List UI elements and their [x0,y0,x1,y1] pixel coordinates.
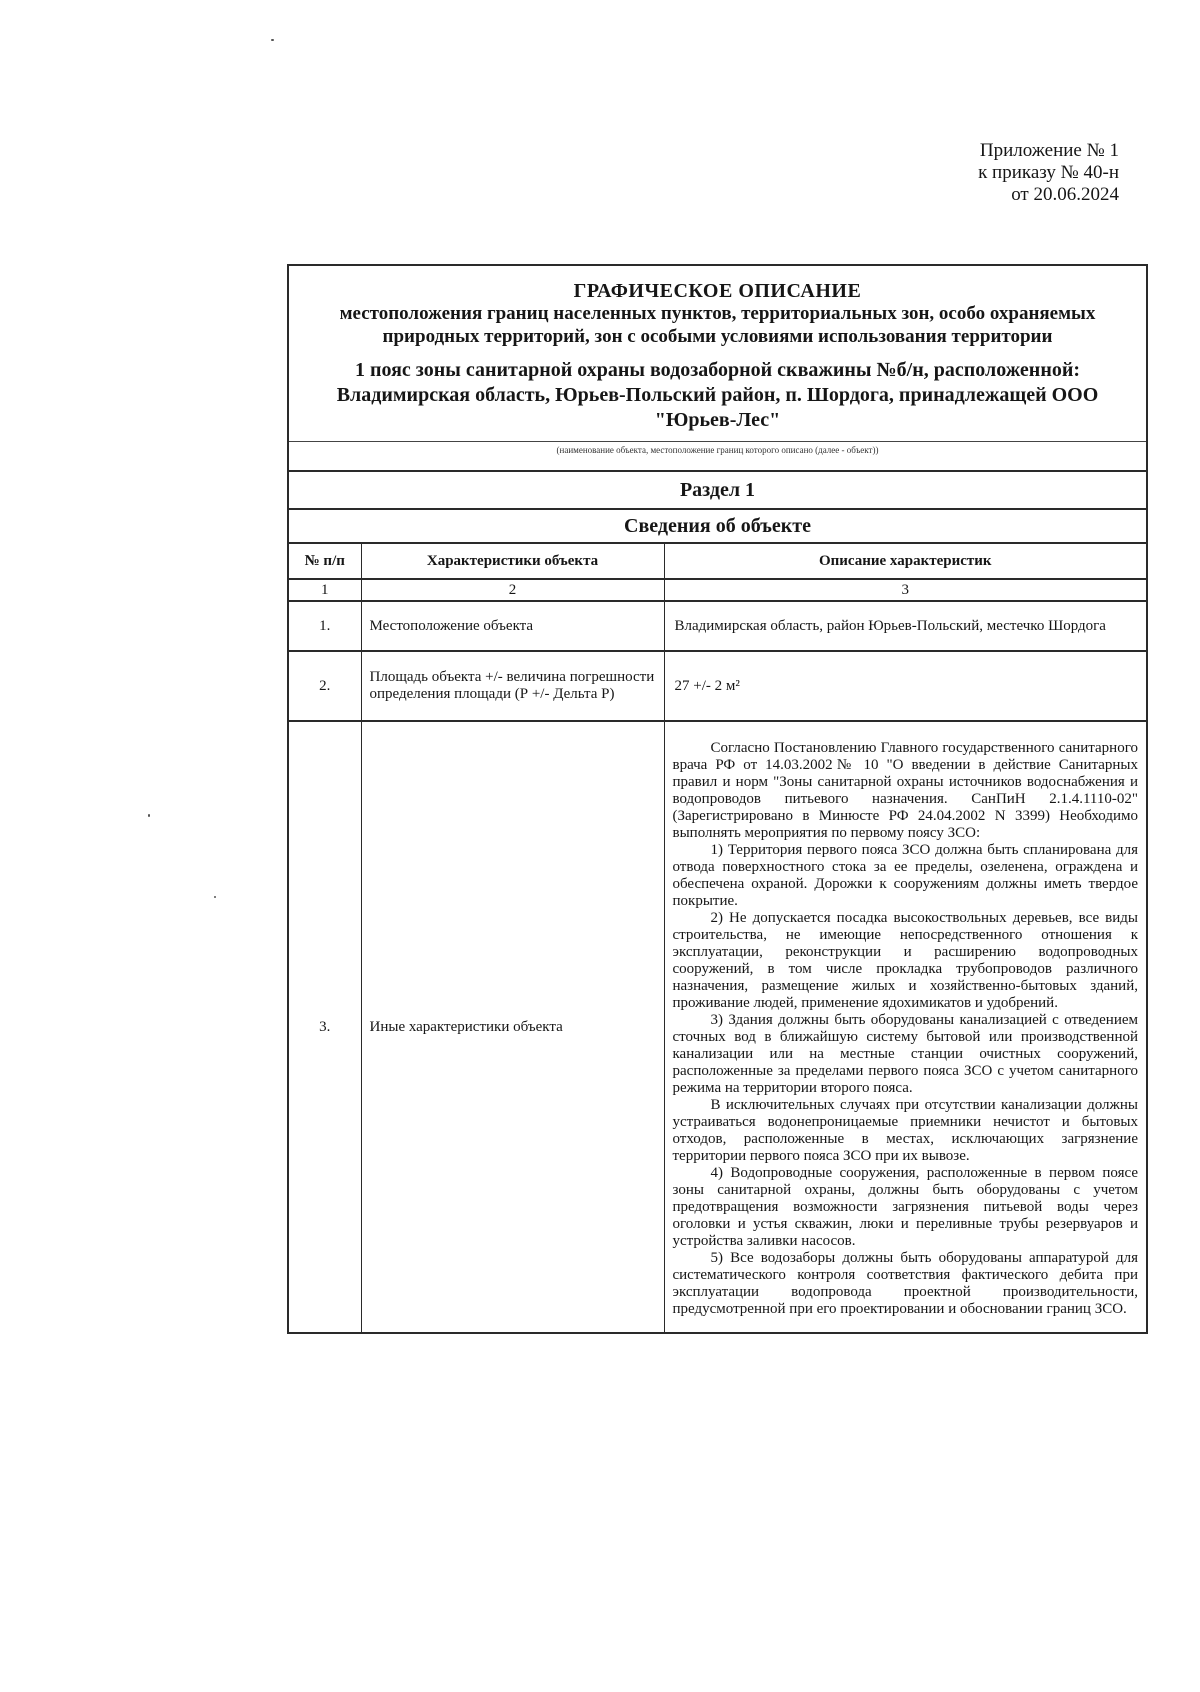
document-title: ГРАФИЧЕСКОЕ ОПИСАНИЕ [573,280,862,302]
row-description [664,721,1146,1332]
document-subtitle: местоположения границ населенных пунктов, территориальных зон, особо охраняемых природных территорий, зон с особыми условиями использования территории [339,303,1096,347]
description-paragraph: Согласно Постановлению Главного государственного санитарного врача РФ от 14.03.2002№ 10 "О введении в действие Санитарных правил и норм "Зоны санитарной охраны источников водоснабжения и водопроводов питьевого назначения. СанПиН 2.1.4.1110-02" (Зарегистрировано в Минюсте РФ 24.04.2002 N 3399) Необходимо выполнять мероприятия по первому поясу ЗСО: [672,740,1138,841]
scan-speck [214,896,216,898]
description-paragraph: 5) Все водозаборы должны быть оборудованы аппаратурой для систематического контроля соответствия фактического дебита при эксплуатации водопровода проектной производительности, предусмотренной при его проектировании и обосновании границ ЗСО. [672,1250,1138,1317]
appendix-reference [978,140,1119,206]
table-header-row [289,543,1146,579]
column-number-row [289,579,1146,601]
table-row [289,651,1146,721]
object-caption: (наименование объекта, местоположение границ которого описано (далее - объект)) [289,441,1146,470]
description-paragraph: 3) Здания должны быть оборудованы канализацией с отведением сточных вод в ближайшую систему бытовой или производственной канализации или на местные станции очистных сооружений, расположенные за пределами первого пояса ЗСО с учетом санитарного режима на территории второго пояса. [672,1012,1138,1096]
description-paragraph: 2) Не допускается посадка высокоствольных деревьев, все виды строительства, не имеющие непосредственного отношения к эксплуатации, реконструкции и расширению водопроводных сооружений, в том числе прокладка трубопроводов различного назначения, размещение жилых и хозяйственно-бытовых зданий, проживание людей, применение ядохимикатов и удобрений. [672,910,1138,1011]
column-header: № п/п [289,543,361,579]
object-info-table [289,542,1146,1332]
object-name: 1 пояс зоны санитарной охраны водозаборной скважины №б/н, расположенной: Владимирская область, Юрьев-Польский район, п. Шордога, принадлежащей ООО "Юрьев-Лес" [336,359,1099,431]
table-row [289,721,1146,1332]
column-number: 1 [289,579,361,601]
table-row [289,601,1146,651]
document-header [289,266,1146,437]
row-description: Владимирская область, район Юрьев-Польский, местечко Шордога [664,601,1146,651]
row-characteristic: Местоположение объекта [361,601,664,651]
column-header: Описание характеристик [664,543,1146,579]
row-characteristic: Иные характеристики объекта [361,721,664,1332]
description-paragraph: В исключительных случаях при отсутствии канализации должны устраиваться водонепроницаемые приемники нечистот и бытовых отходов, расположенные в местах, исключающих загрязнение территории первого пояса ЗСО при их вывозе. [672,1097,1138,1164]
column-number: 3 [664,579,1146,601]
description-paragraph: 4) Водопроводные сооружения, расположенные в первом поясе зоны санитарной охраны, должны быть оборудованы с учетом предотвращения возможности загрязнения питьевой воды через оголовки и устья скважин, люки и переливные трубы резервуаров и устройства заливки насосов. [672,1165,1138,1249]
section-title: Раздел 1 [289,470,1146,508]
appendix-number: Приложение № 1 [979,140,1119,161]
order-number: к приказу № 40-н [978,162,1119,183]
section-subtitle: Сведения об объекте [289,508,1146,542]
description-paragraph: 1) Территория первого пояса ЗСО должна быть спланирована для отвода поверхностного стока за ее пределы, озеленена, ограждена и обеспечена охраной. Дорожки к сооружениям должны иметь твердое покрытие. [672,842,1138,909]
scan-speck [148,814,150,817]
scan-speck [271,39,274,41]
row-description: 27 +/- 2 м² [664,651,1146,721]
row-characteristic: Площадь объекта +/- величина погрешности определения площади (Р +/- Дельта Р) [361,651,664,721]
document-frame [287,264,1148,1334]
column-header: Характеристики объекта [361,543,664,579]
row-number: 1. [289,601,361,651]
column-number: 2 [361,579,664,601]
row-number: 3. [289,721,361,1332]
row-number: 2. [289,651,361,721]
order-date: от 20.06.2024 [1011,184,1119,205]
